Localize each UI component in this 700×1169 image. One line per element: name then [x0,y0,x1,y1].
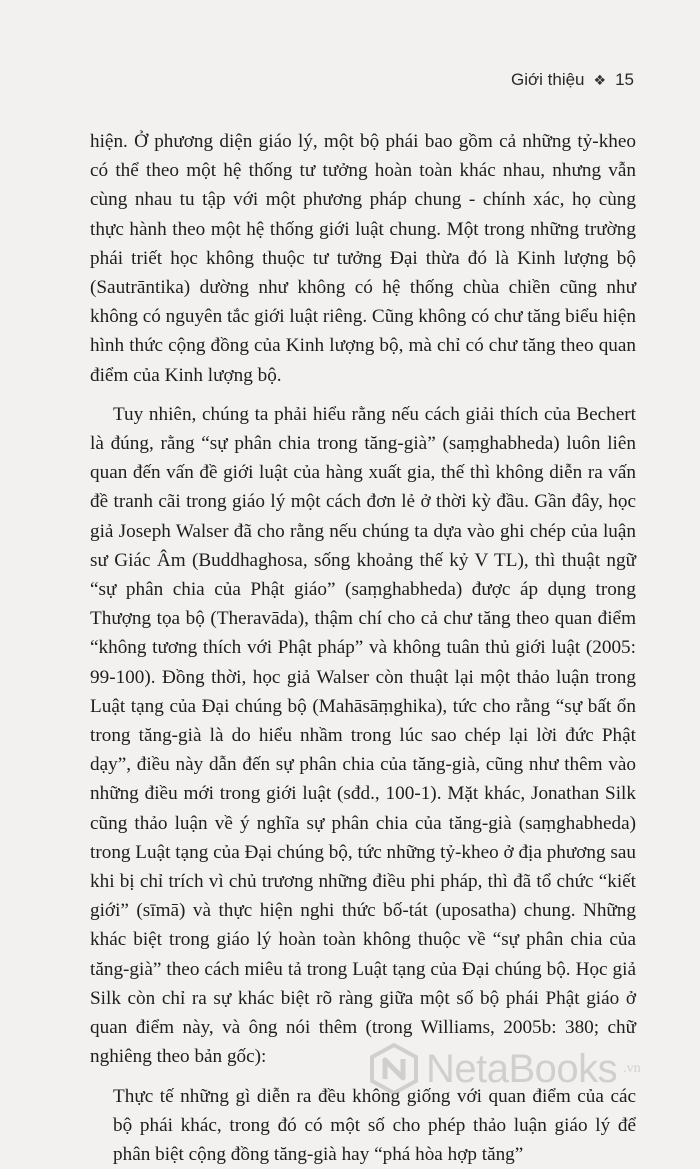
watermark-brand: NetaBooks [426,1047,617,1092]
block-quote: Thực tế những gì diễn ra đều không giống với quan điểm của các bộ phái khác, trong đó có một số cho phép thảo luận giáo lý để phân biệt cộng đồng tăng-già hay “phá hòa hợp tăng” [113,1082,636,1169]
section-title: Giới thiệu [511,70,585,90]
running-header [511,70,634,90]
separator-icon: ❖ [594,72,607,89]
watermark-suffix: .vn [623,1061,641,1077]
page-number: 15 [615,70,634,90]
watermark [368,1043,641,1095]
body-text [90,127,636,1169]
netabooks-logo-icon [368,1043,420,1095]
paragraph-1: hiện. Ở phương diện giáo lý, một bộ phái bao gồm cả những tỷ-kheo có thể theo một hệ thống tư tưởng hoàn toàn khác nhau, nhưng vẫn cùng nhau tu tập với một phương pháp chung - chính xác, họ cùng thực hành theo một hệ thống giới luật chung. Một trong những trường phái triết học không thuộc tư tưởng Đại thừa đó là Kinh lượng bộ (Sautrāntika) dường như không có hệ thống chùa chiền cũng như không có nguyên tắc giới luật riêng. Cũng không có chư tăng biểu hiện hình thức cộng đồng của Kinh lượng bộ, mà chỉ có chư tăng theo quan điểm của Kinh lượng bộ. [90,127,636,390]
paragraph-2: Tuy nhiên, chúng ta phải hiểu rằng nếu cách giải thích của Bechert là đúng, rằng “sự phân chia trong tăng-già” (saṃghabheda) luôn liên quan đến vấn đề giới luật của hàng xuất gia, thế thì không diễn ra vấn đề tranh cãi trong giáo lý một cách đơn lẻ ở thời kỳ đầu. Gần đây, học giả Joseph Walser đã cho rằng nếu chúng ta dựa vào ghi chép của luận sư Giác Âm (Buddhaghosa, sống khoảng thế kỷ V TL), thì thuật ngữ “sự phân chia của Phật giáo” (saṃghabheda) được áp dụng trong Thượng tọa bộ (Theravāda), thậm chí cho cả chư tăng theo quan điểm “không tương thích với Phật pháp” và không tuân thủ giới luật (2005: 99-100). Đồng thời, học giả Walser còn thuật lại một thảo luận trong Luật tạng của Đại chúng bộ (Mahāsāṃghika), tức cho rằng “sự bất ổn trong tăng-già là do hiểu nhầm trong lúc sao chép lại lời đức Phật dạy”, điều này dẫn đến sự phân chia của tăng-già, cũng như thêm vào những điều mới trong giới luật (sđd., 100-1). Mặt khác, Jonathan Silk cũng thảo luận về ý nghĩa sự phân chia của tăng-già (saṃghabheda) trong Luật tạng của Đại chúng bộ, tức những tỷ-kheo ở địa phương sau khi bị chỉ trích vì chủ trương những điều phi pháp, thì đã tổ chức “kiết giới” (sīmā) và thực hiện nghi thức bố-tát (uposatha) chung. Những khác biệt trong giáo lý hoàn toàn không thuộc về “sự phân chia của tăng-già” theo cách miêu tả trong Luật tạng của Đại chúng bộ. Học giả Silk còn chỉ ra sự khác biệt rõ ràng giữa một số bộ phái Phật giáo ở quan điểm này, và ông nói thêm (trong Williams, 2005b: 380; chữ nghiêng theo bản gốc): [90,400,636,1072]
